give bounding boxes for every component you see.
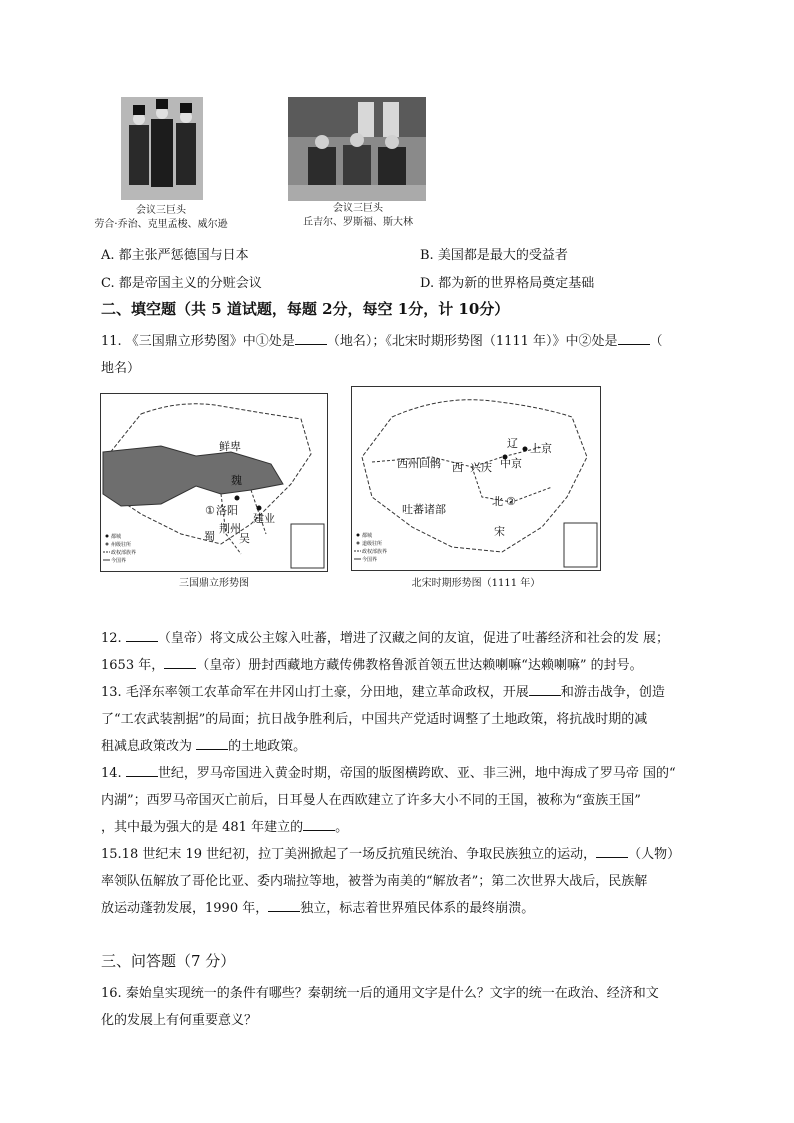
map1-label-shu: 蜀 bbox=[204, 530, 215, 543]
q15-blank-2[interactable] bbox=[268, 899, 300, 912]
question-15-line-1 bbox=[101, 843, 680, 862]
map1-capital-jianye bbox=[257, 506, 262, 511]
map2-marker-2: ② bbox=[506, 495, 516, 508]
question-12-line-1 bbox=[101, 627, 669, 646]
map2-label-song: 宋 bbox=[494, 525, 505, 538]
map-three-kingdoms bbox=[100, 393, 328, 572]
map2-label-liao: 辽 bbox=[507, 437, 518, 450]
map1-legend-2: 政权部族界 bbox=[111, 550, 137, 556]
q14-text-d: 。 bbox=[335, 820, 349, 835]
map-northern-song bbox=[351, 386, 601, 571]
map1-legend-0: 都城 bbox=[111, 534, 122, 540]
option-c: C. 都是帝国主义的分赃会议 bbox=[101, 276, 262, 291]
map1-label-jianye: 建业 bbox=[253, 512, 275, 525]
question-13-line-2: 了“工农武装割据”的局面；抗日战争胜利后，中国共产党适时调整了土地政策，将抗战时期的减 bbox=[101, 712, 648, 727]
q11-text-c: （ bbox=[649, 334, 663, 349]
map-northern-song-svg bbox=[352, 387, 600, 570]
photo-left-caption-title: 会议三巨头 bbox=[136, 205, 186, 216]
photo-paris-image bbox=[121, 97, 203, 200]
section-3-title: 三、问答题（7 分） bbox=[101, 952, 236, 970]
q14-text-a: 14. bbox=[101, 766, 126, 781]
question-16-line-1: 16. 秦始皇实现统一的条件有哪些？秦朝统一后的通用文字是什么？文字的统一在政治、经济和文 bbox=[101, 986, 659, 1001]
section-2-title: 二、填空题（共 5 道试题，每题 2分，每空 1分，计 10分） bbox=[101, 300, 510, 318]
map2-legend-3: 今国界 bbox=[362, 557, 378, 563]
question-11-line-2: 地名） bbox=[101, 361, 141, 376]
q12-text-d: （皇帝）册封西藏地方藏传佛教格鲁派首领五世达赖喇嘛“达赖喇嘛” 的封号。 bbox=[196, 658, 643, 673]
map1-capital-luoyang bbox=[235, 496, 240, 501]
map2-legend-1: 道级驻所 bbox=[362, 541, 383, 547]
photo-yalta-conference bbox=[288, 97, 426, 201]
q12-text-c: 1653 年， bbox=[101, 658, 165, 673]
q15-text-c: 放运动蓬勃发展，1990 年， bbox=[101, 901, 269, 916]
question-12-line-2 bbox=[101, 654, 643, 673]
question-13-line-3 bbox=[101, 735, 306, 754]
question-13-line-1 bbox=[101, 681, 665, 700]
q13-text-a: 13. 毛泽东率领工农革命军在井冈山打土豪，分田地，建立革命政权，开展 bbox=[101, 685, 529, 700]
map2-capital-shangjing bbox=[523, 447, 528, 452]
map2-caption: 北宋时期形势图（1111 年） bbox=[411, 578, 541, 589]
map2-legend-2: 政权部族界 bbox=[362, 549, 388, 555]
question-15-line-3 bbox=[101, 897, 534, 916]
q11-text-a: 11. 《三国鼎立形势图》中①处是 bbox=[101, 334, 295, 349]
q11-text-b: （地名）；《北宋时期形势图（1111 年）》中②处是 bbox=[326, 334, 618, 349]
map1-label-wu: 吴 bbox=[239, 532, 250, 545]
map1-label-luoyang: 洛阳 bbox=[216, 504, 238, 517]
option-b: B. 美国都是最大的受益者 bbox=[420, 248, 568, 263]
q12-blank-2[interactable] bbox=[164, 656, 196, 669]
map2-legend-0: 都城 bbox=[362, 533, 373, 539]
q14-text-c: ，其中最为强大的是 481 年建立的 bbox=[101, 820, 304, 835]
map-three-kingdoms-svg bbox=[101, 394, 327, 571]
q13-text-b: 和游击战争，创造 bbox=[560, 685, 665, 700]
question-16-line-2: 化的发展上有何重要意义？ bbox=[101, 1013, 258, 1028]
q11-blank-1[interactable] bbox=[295, 332, 327, 345]
q15-text-a: 15.18 世纪末 19 世纪初，拉丁美洲掀起了一场反抗殖民统治、争取民族独立的运动， bbox=[101, 847, 597, 862]
photo-paris-conference bbox=[121, 97, 203, 200]
map2-label-shangjing: 上京 bbox=[530, 442, 552, 455]
question-14-line-1 bbox=[101, 762, 676, 781]
map1-legend-3: 今国界 bbox=[111, 558, 127, 564]
map1-caption: 三国鼎立形势图 bbox=[179, 578, 249, 589]
q12-blank-1[interactable] bbox=[126, 629, 158, 642]
q13-blank-1[interactable] bbox=[529, 683, 561, 696]
photo-right-caption-title: 会议三巨头 bbox=[333, 203, 383, 214]
map2-label-zhongjing: 中京 bbox=[500, 457, 522, 470]
question-14-line-2: 内湖”；西罗马帝国灭亡前后，日耳曼人在西欧建立了许多大小不同的王国，被称为“蛮族王国” bbox=[101, 793, 641, 808]
q15-text-d: 独立，标志着世界殖民体系的最终崩溃。 bbox=[300, 901, 535, 916]
option-a: A. 都主张严惩德国与日本 bbox=[101, 248, 249, 263]
map2-label-xingqing: 兴庆 bbox=[470, 461, 492, 474]
map2-label-tubo: 吐蕃诸部 bbox=[402, 503, 446, 516]
map2-label-xizhou: 西州回鹘 bbox=[397, 457, 441, 470]
map2-label-xixia: 西 bbox=[452, 461, 463, 474]
map1-label-jingzhou: 荆州 bbox=[219, 522, 241, 535]
q14-blank-2[interactable] bbox=[303, 818, 335, 831]
q13-blank-2[interactable] bbox=[196, 737, 228, 750]
photo-left-caption bbox=[86, 204, 236, 232]
map1-legend-1: 州级驻所 bbox=[111, 542, 132, 548]
q13-text-d: 的土地政策。 bbox=[228, 739, 307, 754]
question-15-line-2: 率领队伍解放了哥伦比亚、委内瑞拉等地，被誉为南美的“解放者”；第二次世界大战后，民族解 bbox=[101, 874, 648, 889]
question-14-line-3 bbox=[101, 816, 348, 835]
question-11-line-1 bbox=[101, 330, 663, 349]
q13-text-c: 租减息政策改为 bbox=[101, 739, 197, 754]
q12-text-b: （皇帝）将文成公主嫁入吐蕃，增进了汉藏之间的友谊，促进了吐蕃经济和社会的发 展； bbox=[157, 631, 669, 646]
map1-label-wei: 魏 bbox=[231, 474, 242, 487]
q15-text-b: （人物） bbox=[628, 847, 681, 862]
photo-left-caption-names: 劳合·乔治、克里孟梭、威尔逊 bbox=[94, 219, 228, 230]
q15-blank-1[interactable] bbox=[596, 845, 628, 858]
map2-label-bei: 北 bbox=[492, 495, 503, 508]
q12-prefix: 12. bbox=[101, 631, 126, 646]
q11-blank-2[interactable] bbox=[618, 332, 650, 345]
map1-label-xianbei: 鲜卑 bbox=[219, 440, 241, 453]
q14-text-b: 世纪，罗马帝国进入黄金时期，帝国的版图横跨欧、亚、非三洲，地中海成了罗马帝 国的“ bbox=[157, 766, 676, 781]
option-d: D. 都为新的世界格局奠定基础 bbox=[420, 276, 595, 291]
photo-right-caption bbox=[283, 202, 433, 230]
q14-blank-1[interactable] bbox=[126, 764, 158, 777]
map1-marker-1: ① bbox=[205, 504, 215, 517]
photo-yalta-image bbox=[288, 97, 426, 201]
photo-right-caption-names: 丘吉尔、罗斯福、斯大林 bbox=[303, 217, 413, 228]
